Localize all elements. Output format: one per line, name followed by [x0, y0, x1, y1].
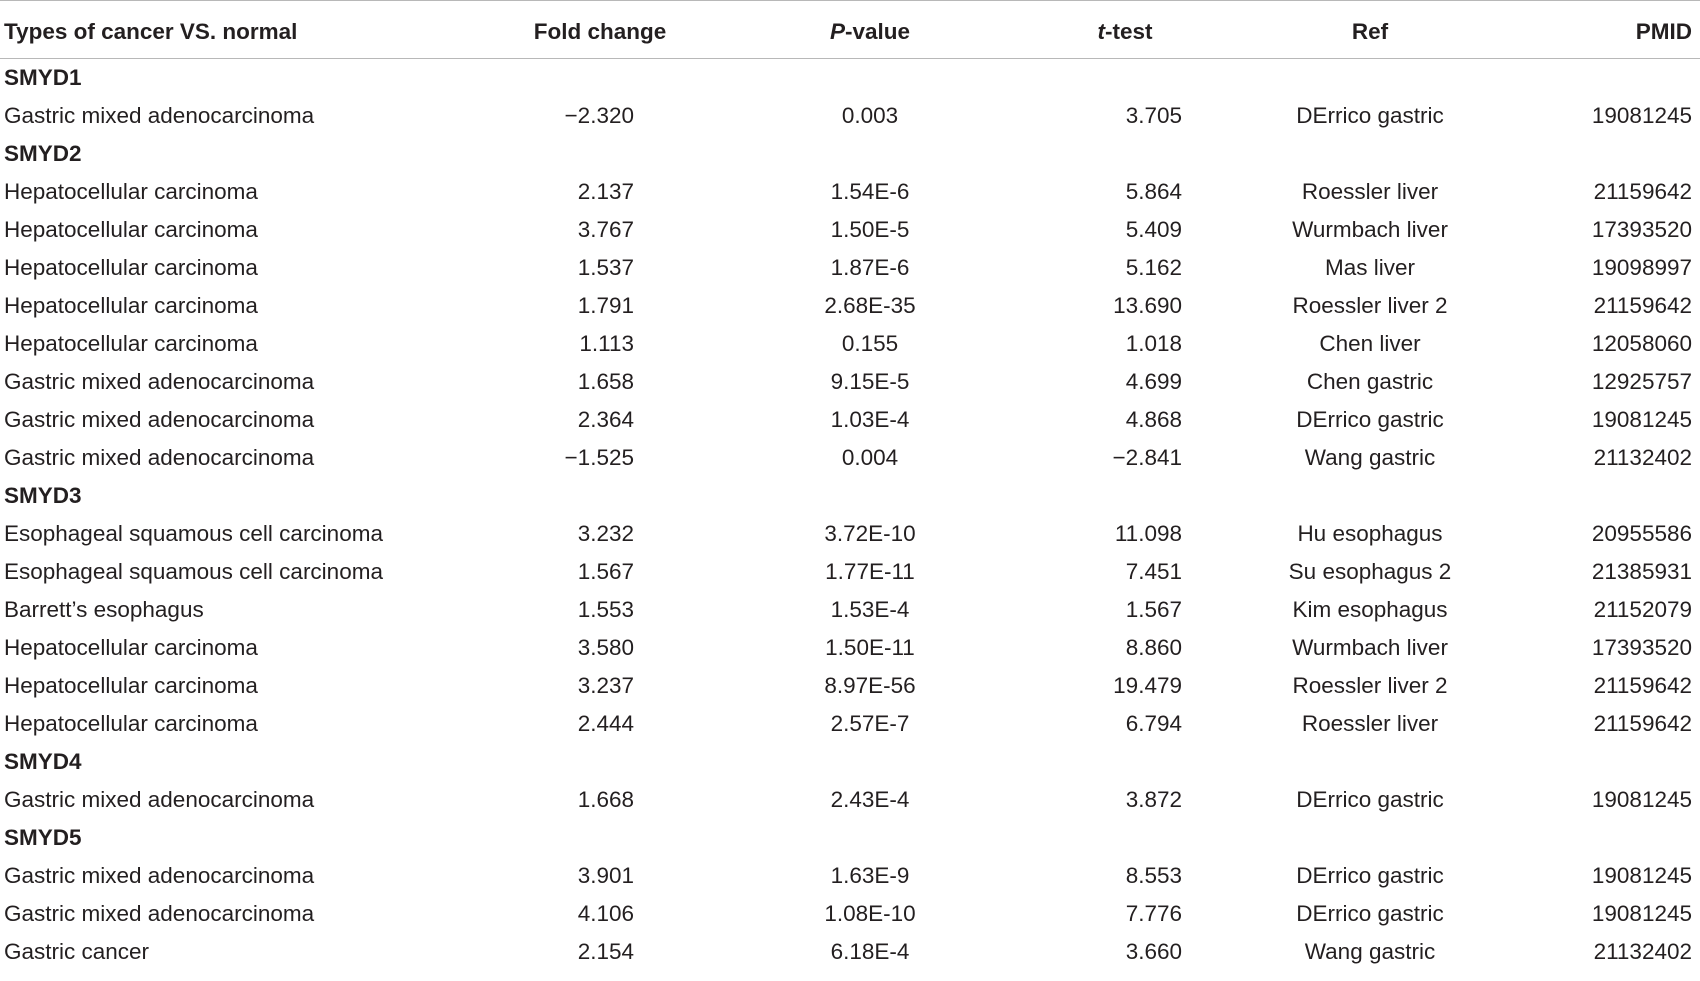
cell-t-test: 1.018 [1125, 330, 1182, 356]
header-t-test-italic: t [1097, 18, 1105, 44]
group-label: SMYD3 [4, 482, 82, 508]
table-row [0, 439, 1700, 477]
cell-t-test: 19.479 [1113, 672, 1182, 698]
cell-cancer-type: Hepatocellular carcinoma [4, 672, 258, 698]
cell-pmid: 20955586 [1591, 520, 1692, 546]
cell-fold-change: 2.364 [577, 406, 634, 432]
cell-t-test: 8.553 [1125, 862, 1182, 888]
table-header [0, 1, 1700, 59]
group-row-smyd3 [0, 477, 1700, 515]
cell-pmid: 17393520 [1591, 634, 1692, 660]
header-p-value-rest: -value [844, 18, 911, 44]
cell-cancer-type: Hepatocellular carcinoma [4, 254, 258, 280]
cell-ref: DErrico gastric [1296, 406, 1444, 432]
cell-ref: Kim esophagus [1292, 596, 1448, 622]
cell-pmid: 19081245 [1591, 406, 1692, 432]
cell-t-test: 13.690 [1113, 292, 1182, 318]
cell-pmid: 19081245 [1591, 786, 1692, 812]
cell-ref: Chen gastric [1306, 368, 1434, 394]
cell-ref: Roessler liver 2 [1292, 672, 1448, 698]
cell-p-value: 0.003 [841, 102, 899, 128]
header-fold-change: Fold change [470, 1, 730, 59]
table-row [0, 249, 1700, 287]
cell-fold-change: 2.137 [577, 178, 634, 204]
cell-p-value: 1.77E-11 [825, 558, 915, 584]
table-row [0, 781, 1700, 819]
cell-ref: Wang gastric [1304, 938, 1436, 964]
cell-p-value: 1.50E-5 [830, 216, 910, 242]
group-label: SMYD5 [4, 824, 82, 850]
table-row [0, 629, 1700, 667]
cell-fold-change: 2.154 [577, 938, 634, 964]
cell-p-value: 3.72E-10 [824, 520, 916, 546]
cell-cancer-type: Gastric mixed adenocarcinoma [4, 900, 315, 926]
cell-fold-change: 1.113 [579, 330, 634, 356]
cell-pmid: 19081245 [1591, 862, 1692, 888]
cell-fold-change: 1.567 [577, 558, 634, 584]
group-row-smyd1 [0, 59, 1700, 97]
cell-fold-change: 1.537 [577, 254, 634, 280]
cell-cancer-type: Gastric cancer [4, 938, 150, 964]
table-row [0, 933, 1700, 971]
group-label: SMYD4 [4, 748, 82, 774]
cell-ref: Su esophagus 2 [1288, 558, 1452, 584]
group-label: SMYD2 [4, 140, 82, 166]
cell-t-test: 5.409 [1125, 216, 1182, 242]
cell-p-value: 9.15E-5 [830, 368, 910, 394]
cell-cancer-type: Gastric mixed adenocarcinoma [4, 444, 315, 470]
cell-fold-change: 1.791 [577, 292, 634, 318]
table-body [0, 59, 1700, 971]
table-row [0, 325, 1700, 363]
cell-fold-change: −2.320 [564, 102, 634, 128]
cell-p-value: 2.57E-7 [830, 710, 910, 736]
table-row [0, 895, 1700, 933]
cell-ref: Mas liver [1324, 254, 1415, 280]
cell-ref: Chen liver [1319, 330, 1421, 356]
cell-cancer-type: Hepatocellular carcinoma [4, 216, 258, 242]
table-row [0, 515, 1700, 553]
cell-ref: DErrico gastric [1296, 102, 1444, 128]
cell-pmid: 19098997 [1591, 254, 1692, 280]
header-pmid: PMID [1500, 1, 1700, 59]
cell-ref: Roessler liver 2 [1292, 292, 1448, 318]
cell-fold-change: 4.106 [577, 900, 634, 926]
cell-p-value: 1.50E-11 [825, 634, 915, 660]
cell-ref: DErrico gastric [1296, 862, 1444, 888]
cell-cancer-type: Hepatocellular carcinoma [4, 330, 258, 356]
cell-p-value: 6.18E-4 [830, 938, 910, 964]
cell-cancer-type: Gastric mixed adenocarcinoma [4, 406, 315, 432]
group-row-smyd2 [0, 135, 1700, 173]
cell-t-test: 7.776 [1125, 900, 1182, 926]
header-p-value-italic: P [829, 18, 845, 44]
cell-pmid: 19081245 [1591, 102, 1692, 128]
cell-p-value: 0.155 [841, 330, 899, 356]
group-row-smyd4 [0, 743, 1700, 781]
cell-t-test: 4.868 [1125, 406, 1182, 432]
table-row [0, 553, 1700, 591]
table-row [0, 211, 1700, 249]
cell-fold-change: −1.525 [564, 444, 634, 470]
cell-ref: DErrico gastric [1296, 786, 1444, 812]
cell-p-value: 1.53E-4 [830, 596, 910, 622]
cell-cancer-type: Hepatocellular carcinoma [4, 634, 258, 660]
cell-p-value: 1.54E-6 [830, 178, 910, 204]
cell-ref: Wurmbach liver [1292, 634, 1448, 660]
cell-pmid: 21132402 [1593, 444, 1692, 470]
header-row [0, 1, 1700, 59]
cell-fold-change: 3.580 [577, 634, 634, 660]
cell-fold-change: 1.553 [577, 596, 634, 622]
cell-fold-change: 3.901 [577, 862, 634, 888]
cell-fold-change: 2.444 [577, 710, 634, 736]
table-row [0, 363, 1700, 401]
cell-fold-change: 1.668 [577, 786, 634, 812]
cell-fold-change: 3.232 [577, 520, 634, 546]
cell-pmid: 19081245 [1591, 900, 1692, 926]
cell-cancer-type: Hepatocellular carcinoma [4, 710, 258, 736]
table-row [0, 667, 1700, 705]
cell-p-value: 1.03E-4 [830, 406, 910, 432]
cell-pmid: 21159642 [1593, 178, 1692, 204]
header-p-value [730, 1, 1010, 59]
cell-pmid: 17393520 [1591, 216, 1692, 242]
table-row [0, 857, 1700, 895]
cell-t-test: 7.451 [1125, 558, 1182, 584]
cell-p-value: 8.97E-56 [824, 672, 916, 698]
cell-t-test: 5.162 [1125, 254, 1182, 280]
cell-pmid: 21152079 [1593, 596, 1692, 622]
cell-t-test: 6.794 [1125, 710, 1182, 736]
cell-pmid: 12058060 [1591, 330, 1692, 356]
cell-cancer-type: Gastric mixed adenocarcinoma [4, 368, 315, 394]
cell-cancer-type: Hepatocellular carcinoma [4, 178, 258, 204]
cell-t-test: −2.841 [1112, 444, 1182, 470]
cell-t-test: 3.705 [1125, 102, 1182, 128]
cell-pmid: 21159642 [1593, 710, 1692, 736]
cell-t-test: 8.860 [1125, 634, 1182, 660]
cell-fold-change: 1.658 [577, 368, 634, 394]
cell-ref: DErrico gastric [1296, 900, 1444, 926]
cell-cancer-type: Esophageal squamous cell carcinoma [4, 558, 383, 584]
table-row [0, 401, 1700, 439]
table-row [0, 287, 1700, 325]
cell-p-value: 1.87E-6 [830, 254, 910, 280]
group-label: SMYD1 [4, 64, 82, 90]
table-row [0, 173, 1700, 211]
table-row [0, 705, 1700, 743]
cell-cancer-type: Gastric mixed adenocarcinoma [4, 102, 315, 128]
cell-fold-change: 3.767 [577, 216, 634, 242]
cell-t-test: 11.098 [1114, 520, 1182, 546]
cell-p-value: 1.63E-9 [830, 862, 910, 888]
cell-pmid: 21159642 [1593, 292, 1692, 318]
cell-ref: Roessler liver [1301, 178, 1439, 204]
cell-p-value: 2.68E-35 [824, 292, 916, 318]
cell-cancer-type: Hepatocellular carcinoma [4, 292, 258, 318]
header-t-test [1010, 1, 1240, 59]
cell-cancer-type: Gastric mixed adenocarcinoma [4, 862, 315, 888]
cell-cancer-type: Barrett’s esophagus [4, 596, 204, 622]
cell-ref: Hu esophagus [1297, 520, 1443, 546]
group-row-smyd5 [0, 819, 1700, 857]
cell-ref: Roessler liver [1301, 710, 1439, 736]
cell-pmid: 21159642 [1593, 672, 1692, 698]
cell-p-value: 0.004 [841, 444, 899, 470]
cell-pmid: 21385931 [1591, 558, 1692, 584]
cell-pmid: 12925757 [1591, 368, 1692, 394]
header-ref: Ref [1240, 1, 1500, 59]
header-t-test-rest: -test [1104, 18, 1153, 44]
table-row [0, 591, 1700, 629]
cell-ref: Wurmbach liver [1292, 216, 1448, 242]
cell-fold-change: 3.237 [577, 672, 634, 698]
cell-t-test: 5.864 [1125, 178, 1182, 204]
header-type: Types of cancer VS. normal [0, 1, 470, 59]
cell-cancer-type: Gastric mixed adenocarcinoma [4, 786, 315, 812]
cell-t-test: 4.699 [1125, 368, 1182, 394]
cell-t-test: 3.872 [1125, 786, 1182, 812]
cell-t-test: 1.567 [1125, 596, 1182, 622]
table-row [0, 97, 1700, 135]
cell-t-test: 3.660 [1125, 938, 1182, 964]
cell-pmid: 21132402 [1593, 938, 1692, 964]
cell-ref: Wang gastric [1304, 444, 1436, 470]
cell-cancer-type: Esophageal squamous cell carcinoma [4, 520, 383, 546]
cell-p-value: 1.08E-10 [824, 900, 916, 926]
cell-p-value: 2.43E-4 [830, 786, 910, 812]
